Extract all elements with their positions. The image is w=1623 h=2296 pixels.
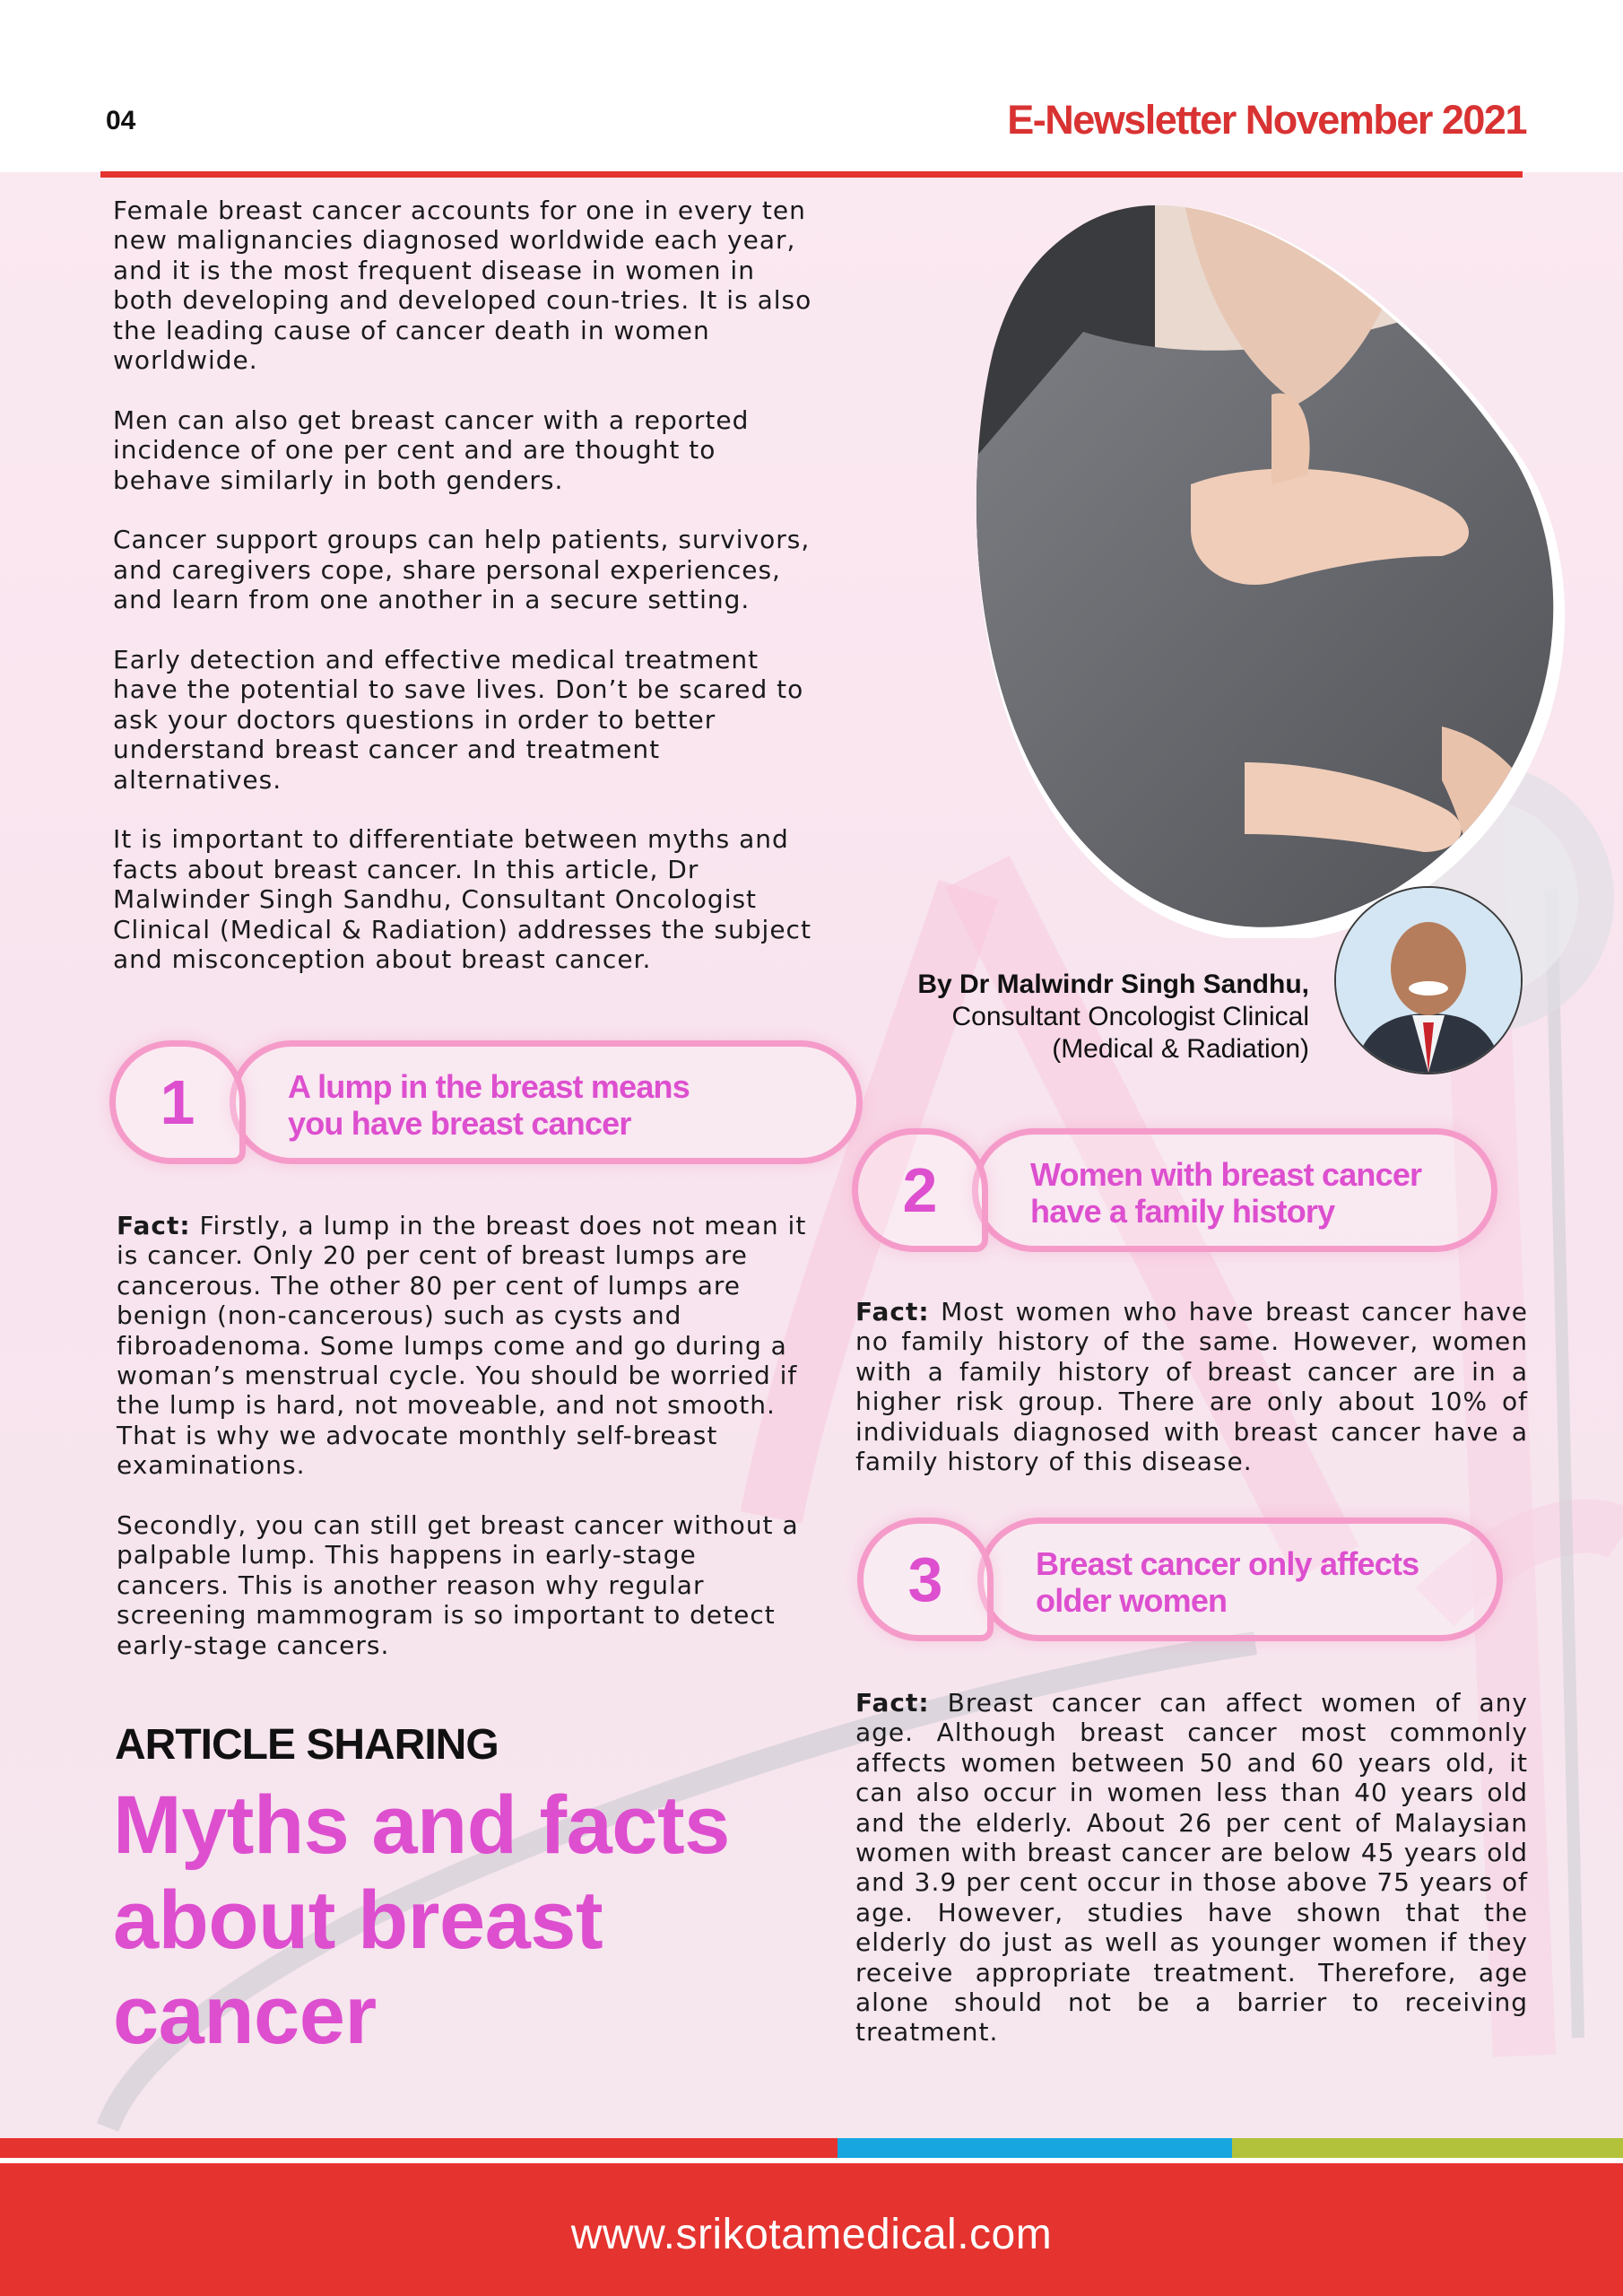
footer-strip-green: [1232, 2138, 1623, 2158]
header-rule: [100, 171, 1523, 178]
article-title-line: about breast: [113, 1874, 603, 1966]
myth-number: 1: [160, 1067, 195, 1137]
author-role-specialty: (Medical & Radiation): [1052, 1034, 1309, 1064]
author-portrait: [1336, 888, 1521, 1073]
section-label: ARTICLE SHARING: [115, 1721, 499, 1769]
myth-title: [288, 1068, 754, 1142]
myth-title-line: older women: [1036, 1582, 1228, 1619]
myth-title-pill: [972, 1128, 1497, 1252]
author-name: By Dr Malwindr Singh Sandhu,: [917, 970, 1309, 999]
myth-title-pill: [230, 1040, 863, 1164]
myth-number: 3: [907, 1544, 943, 1614]
fact-text: Most women who have breast cancer have no family history of the same. However, women with a family history of breast cancer are in a higher risk group. There are only about 10% of individuals diagnosed with breast cancer have a family history of this disease.: [855, 1297, 1528, 1477]
myth-title: [1036, 1545, 1502, 1619]
myth-2-fact: [855, 1297, 1528, 1476]
fact-label: Fact:: [855, 1297, 930, 1326]
myth-title-line: Breast cancer only affects: [1036, 1545, 1419, 1582]
intro-paragraph: Men can also get breast cancer with a reported incidence of one per cent and are thought to behave similarly in both genders.: [113, 404, 750, 495]
fact-text: Breast cancer can affect women of any age. Although breast cancer most commonly affects women between 50 and 60 years old, it can also occur in women less than 40 years old and the elderly. About 26 per cent of Malaysian women with breast cancer are below 45 years old and 3.9 per cent occur in those above 75 years of age. However, studies have shown that the elderly do just as well as younger women if they receive appropriate treatment. Therefore, age alone should not be a barrier to receiving treatment.: [855, 1688, 1528, 2048]
fact-paragraph: Secondly, you can still get breast cancer without a palpable lump. This happens in early-stage cancers. This is another reason why regular screening mammogram is so important to detect early-stage cancers.: [117, 1510, 799, 1660]
article-title: [113, 1778, 794, 2063]
article-title-line: Myths and facts: [113, 1779, 730, 1871]
myth-title-pill: [977, 1518, 1503, 1641]
myth-title-line: Women with breast cancer: [1030, 1156, 1422, 1193]
intro-paragraph: Early detection and effective medical treatment have the potential to save lives. Don’t be scared to ask your doctors questions in order to better understand breast cancer and treatment alternatives.: [113, 645, 804, 795]
intro-paragraph: Cancer support groups can help patients, survivors, and caregivers cope, share personal experiences, and learn from one another in a secure setting.: [113, 525, 811, 615]
myth-1-fact: [117, 1211, 816, 1660]
footer-website-link[interactable]: www.srikotamedical.com: [570, 2211, 1053, 2258]
fact-label: Fact:: [117, 1211, 191, 1240]
article-title-line: cancer: [113, 1970, 377, 2061]
breast-exam-photo: [976, 188, 1567, 938]
fact-paragraph: [855, 1688, 1528, 2048]
author-byline: [917, 969, 1309, 1065]
newsletter-title: E-Newsletter November 2021: [1007, 97, 1526, 143]
myth-title: [1030, 1156, 1497, 1230]
intro-paragraph: Female breast cancer accounts for one in every ten new malignancies diagnosed worldwide each year, and it is the most frequent disease in women in both developing and developed coun-tries. It is also the leading cause of cancer death in women worldwide.: [113, 196, 812, 376]
footer-strip-blue: [838, 2138, 1232, 2158]
fact-label: Fact:: [855, 1688, 930, 1718]
intro-paragraph: It is important to differentiate between myths and facts about breast cancer. In this article, Dr Malwinder Singh Sandhu, Consultant Oncologist Clinical (Medical & Radiation) addresses the subject and misconception about breast cancer.: [113, 824, 812, 975]
fact-text: Firstly, a lump in the breast does not mean it is cancer. Only 20 per cent of breast lumps are cancerous. The other 80 per cent of lumps are benign (non-cancerous) such as cysts and fibroadenoma. Some lumps come and go during a woman’s menstrual cycle. You should be worried if the lump is hard, not moveable, and not smooth. That is why we advocate monthly self-breast examinations.: [117, 1211, 807, 1481]
myth-title-line: you have breast cancer: [288, 1105, 631, 1142]
myth-title-line: have a family history: [1030, 1193, 1335, 1230]
myth-3-fact: [855, 1688, 1528, 2048]
author-role: Consultant Oncologist Clinical: [951, 1002, 1309, 1031]
fact-paragraph: [855, 1297, 1528, 1476]
myth-number: 2: [902, 1155, 938, 1225]
fact-paragraph: [117, 1211, 816, 1481]
myth-title-line: A lump in the breast means: [288, 1068, 690, 1105]
intro-text: [113, 196, 812, 975]
page-number: 04: [106, 106, 136, 135]
footer-strip-red: [0, 2138, 838, 2158]
